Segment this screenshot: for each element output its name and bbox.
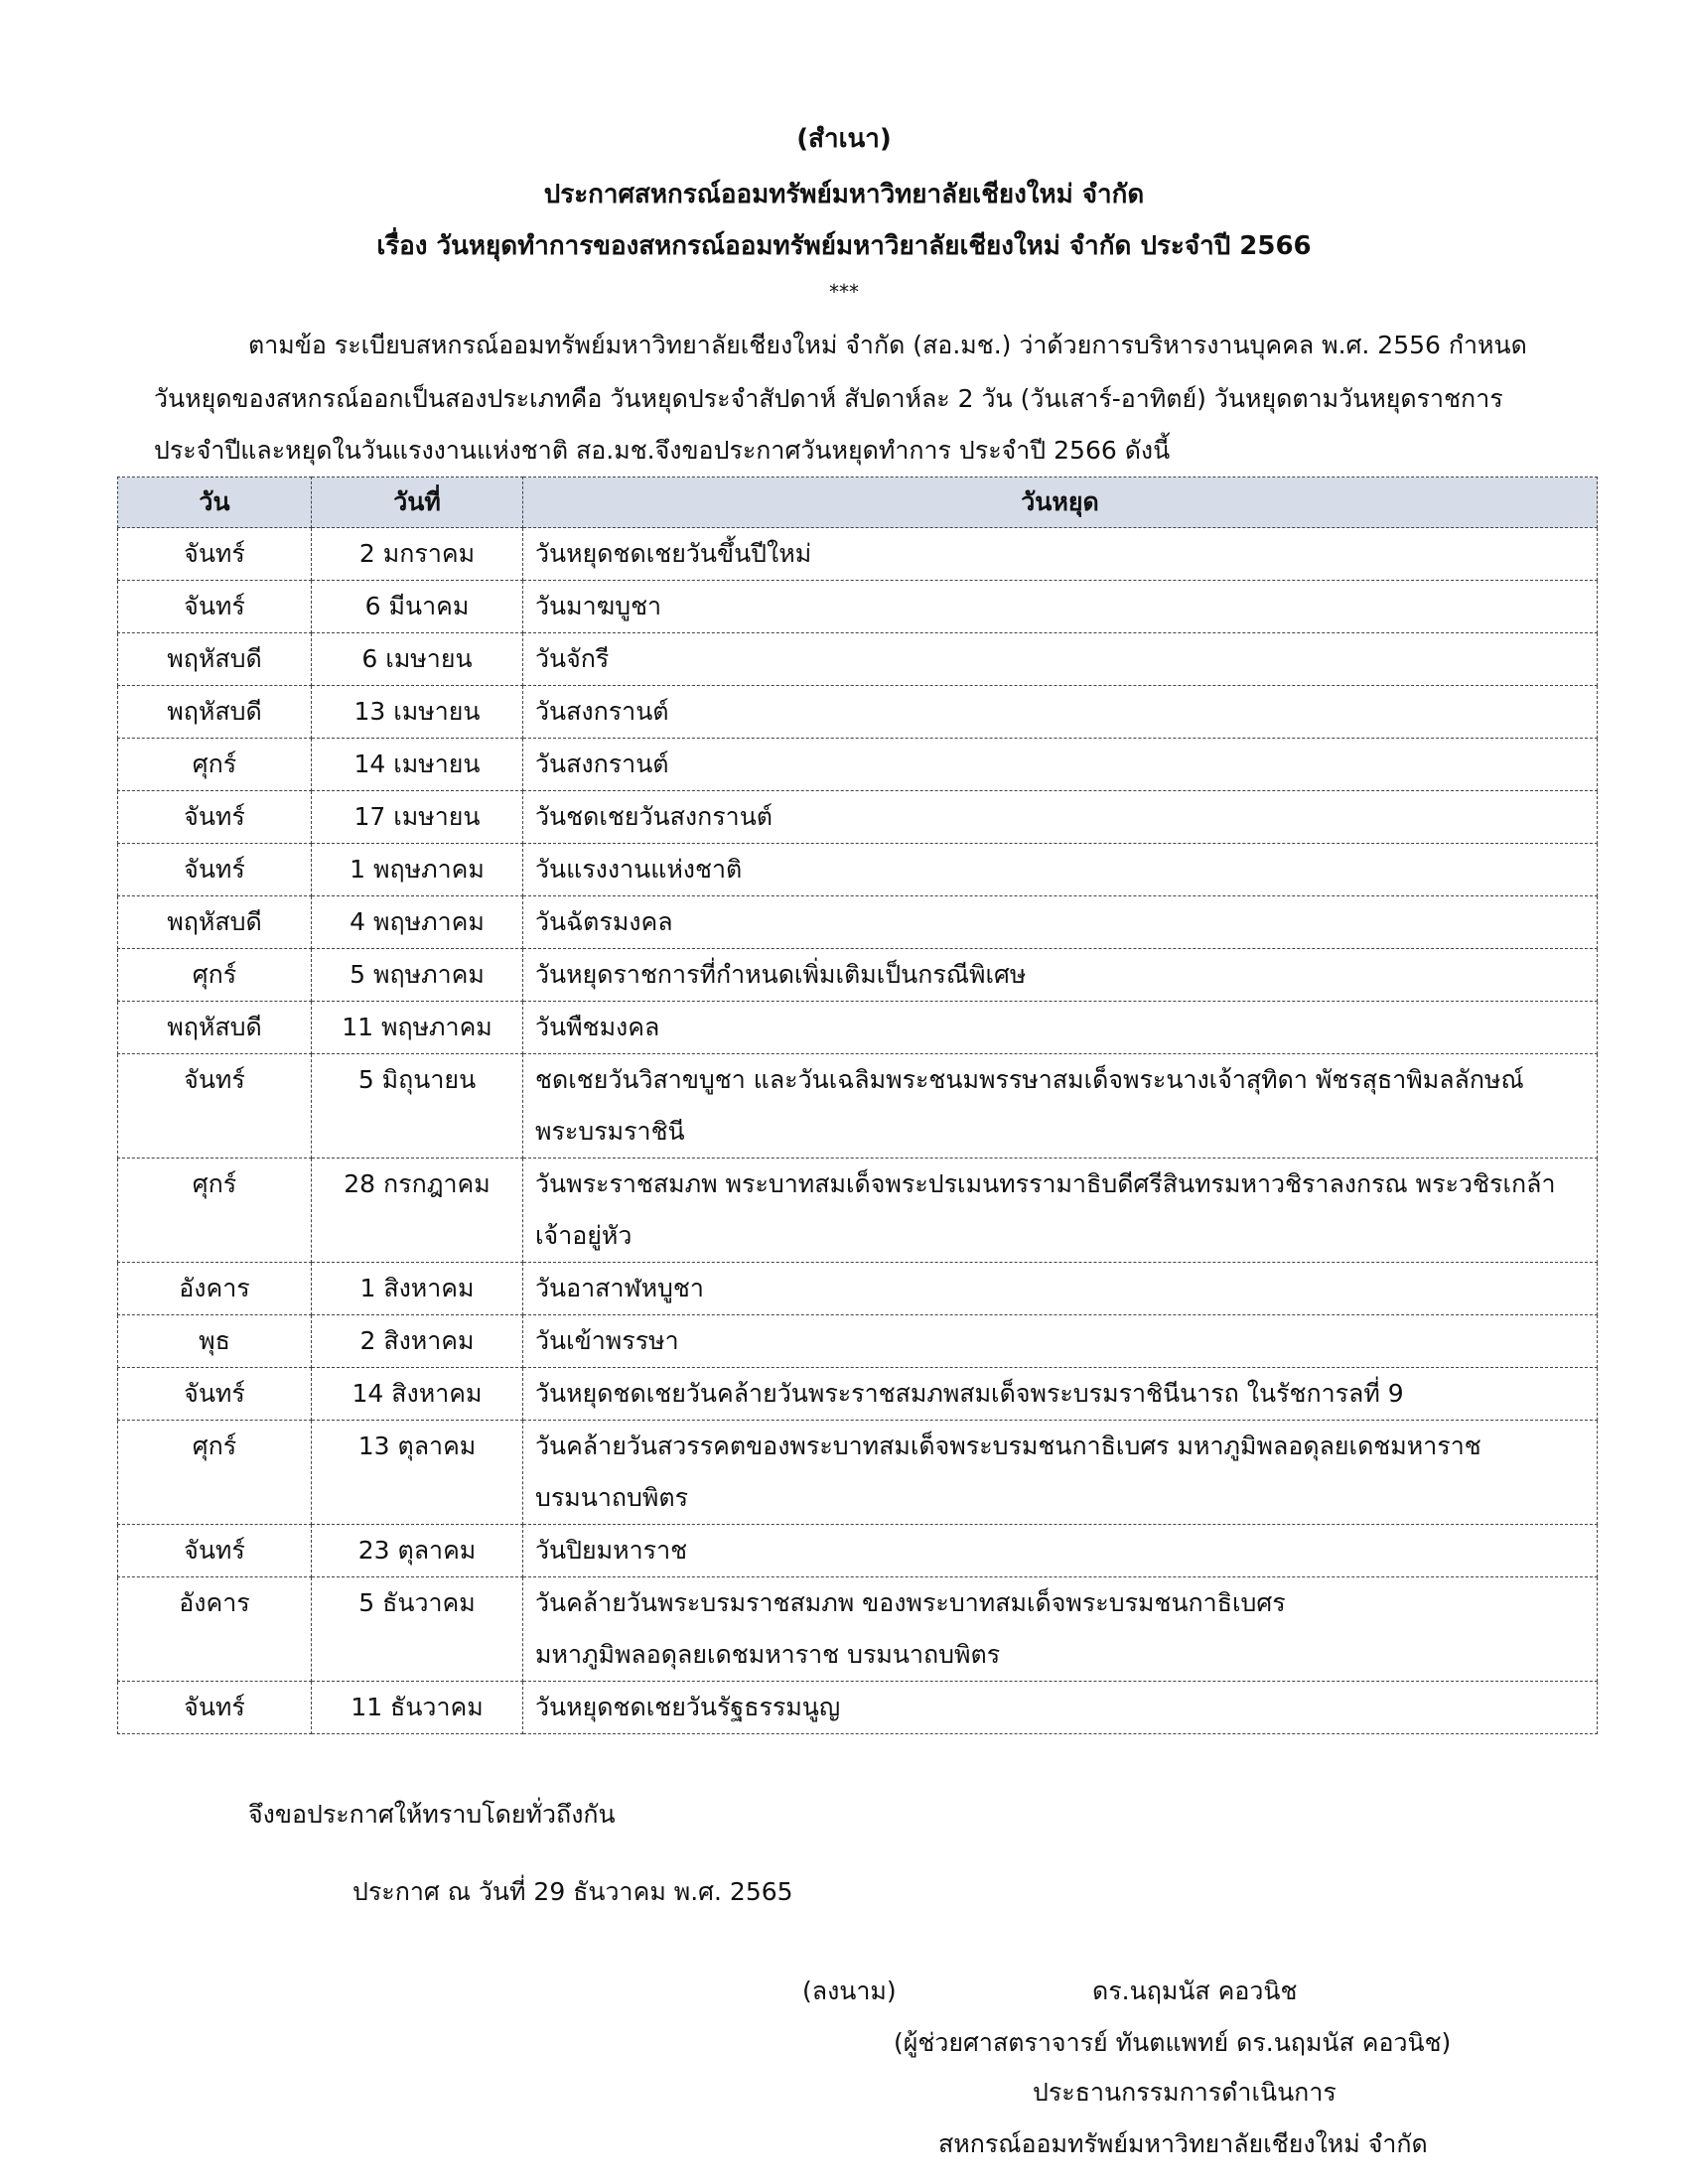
- holiday-line: วันหยุดชดเชยวันขึ้นปีใหม่: [535, 539, 812, 568]
- cell-date: 11 ธันวาคม: [312, 1682, 523, 1734]
- intro-line-2: วันหยุดของสหกรณ์ออกเป็นสองประเภทคือ วันหยุดประจำสัปดาห์ สัปดาห์ละ 2 วัน (วันเสาร์-อาทิตย์) วันหยุดตามวันหยุดราชการ: [154, 384, 1503, 413]
- holiday-line: วันชดเชยวันสงกรานต์: [535, 802, 774, 831]
- announced-date: ประกาศ ณ วันที่ 29 ธันวาคม พ.ศ. 2565: [352, 1877, 793, 1906]
- holiday-line: พระบรมราชินี: [535, 1117, 685, 1146]
- table-row: [118, 1577, 1598, 1682]
- holiday-line: เจ้าอยู่หัว: [535, 1221, 633, 1250]
- cell-date: 5 ธันวาคม: [312, 1577, 523, 1682]
- table-header-row: [118, 478, 1598, 528]
- intro-line-1: ตามข้อ ระเบียบสหกรณ์ออมทรัพย์มหาวิทยาลัยเชียงใหม่ จำกัด (สอ.มช.) ว่าด้วยการบริหารงานบุคคล พ.ศ. 2556 กำหนด: [248, 331, 1527, 359]
- cell-holiday: [523, 1577, 1598, 1682]
- cell-holiday: [523, 1002, 1598, 1054]
- table-row: [118, 791, 1598, 844]
- closing-line: จึงขอประกาศให้ทราบโดยทั่วถึงกัน: [248, 1800, 616, 1829]
- cell-day: จันทร์: [118, 1682, 312, 1734]
- cell-date: 1 สิงหาคม: [312, 1263, 523, 1315]
- cell-holiday: [523, 633, 1598, 686]
- cell-date: 14 เมษายน: [312, 739, 523, 791]
- header-date: วันที่: [312, 478, 523, 528]
- holiday-line: วันจักรี: [535, 644, 610, 673]
- cell-day: อังคาร: [118, 1577, 312, 1682]
- table-row: [118, 633, 1598, 686]
- table-row: [118, 581, 1598, 633]
- signer-name: ดร.นฤมนัส คอวนิช: [1092, 1977, 1298, 2005]
- cell-date: 23 ตุลาคม: [312, 1525, 523, 1577]
- cell-date: 5 มิถุนายน: [312, 1054, 523, 1159]
- table-row: [118, 896, 1598, 949]
- cell-date: 13 เมษายน: [312, 686, 523, 739]
- holiday-line: วันอาสาฬหบูชา: [535, 1274, 704, 1302]
- cell-holiday: [523, 896, 1598, 949]
- cell-date: 11 พฤษภาคม: [312, 1002, 523, 1054]
- holiday-line: วันเข้าพรรษา: [535, 1326, 679, 1355]
- holiday-line: วันหยุดราชการที่กำหนดเพิ่มเติมเป็นกรณีพิเศษ: [535, 960, 1027, 989]
- cell-holiday: [523, 1368, 1598, 1421]
- cell-day: พฤหัสบดี: [118, 633, 312, 686]
- holiday-table: [117, 477, 1598, 1734]
- cell-holiday: [523, 949, 1598, 1002]
- cell-holiday: [523, 581, 1598, 633]
- cell-holiday: [523, 1682, 1598, 1734]
- cell-day: ศุกร์: [118, 1421, 312, 1525]
- cell-day: พุธ: [118, 1315, 312, 1368]
- holiday-line: วันปิยมหาราช: [535, 1536, 688, 1565]
- cell-holiday: [523, 1263, 1598, 1315]
- cell-day: พฤหัสบดี: [118, 896, 312, 949]
- intro-line-3: ประจำปีและหยุดในวันแรงงานแห่งชาติ สอ.มช.จึงขอประกาศวันหยุดทำการ ประจำปี 2566 ดังนี้: [154, 436, 1171, 465]
- holiday-line: วันคล้ายวันสวรรคตของพระบาทสมเด็จพระบรมชนกาธิเบศร มหาภูมิพลอดุลยเดชมหาราช: [535, 1432, 1481, 1460]
- holiday-line: ชดเชยวันวิสาขบูชา และวันเฉลิมพระชนมพรรษาสมเด็จพระนางเจ้าสุทิดา พัชรสุธาพิมลลักษณ์: [535, 1065, 1524, 1094]
- header-day: วัน: [118, 478, 312, 528]
- announcement-subject: เรื่อง วันหยุดทำการของสหกรณ์ออมทรัพย์มหาวิยาลัยเชียงใหม่ จำกัด ประจำปี 2566: [376, 231, 1312, 261]
- holiday-table-body: [118, 528, 1598, 1734]
- table-row: [118, 1002, 1598, 1054]
- cell-holiday: [523, 1421, 1598, 1525]
- holiday-line: วันหยุดชดเชยวันรัฐธรรมนูญ: [535, 1693, 841, 1721]
- holiday-line: วันแรงงานแห่งชาติ: [535, 855, 743, 884]
- cell-date: 6 มีนาคม: [312, 581, 523, 633]
- cell-date: 28 กรกฎาคม: [312, 1159, 523, 1263]
- cell-holiday: [523, 739, 1598, 791]
- cell-holiday: [523, 791, 1598, 844]
- cell-day: ศุกร์: [118, 739, 312, 791]
- separator: ***: [829, 280, 859, 304]
- table-row: [118, 1525, 1598, 1577]
- holiday-line: วันพระราชสมภพ พระบาทสมเด็จพระปรเมนทรรามาธิบดีศรีสินทรมหาวชิราลงกรณ พระวชิรเกล้า: [535, 1169, 1556, 1198]
- cell-holiday: [523, 686, 1598, 739]
- cell-day: ศุกร์: [118, 1159, 312, 1263]
- signature-label: (ลงนาม): [802, 1977, 897, 2005]
- cell-day: ศุกร์: [118, 949, 312, 1002]
- table-row: [118, 1368, 1598, 1421]
- table-row: [118, 739, 1598, 791]
- cell-day: จันทร์: [118, 1054, 312, 1159]
- cell-day: จันทร์: [118, 581, 312, 633]
- holiday-line: วันคล้ายวันพระบรมราชสมภพ ของพระบาทสมเด็จพระบรมชนกาธิเบศร: [535, 1588, 1286, 1617]
- cell-date: 13 ตุลาคม: [312, 1421, 523, 1525]
- copy-label: (สำเนา): [796, 124, 892, 154]
- cell-day: จันทร์: [118, 844, 312, 896]
- cell-date: 17 เมษายน: [312, 791, 523, 844]
- cell-date: 5 พฤษภาคม: [312, 949, 523, 1002]
- announcement-title: ประกาศสหกรณ์ออมทรัพย์มหาวิทยาลัยเชียงใหม่ จำกัด: [543, 180, 1145, 209]
- cell-day: จันทร์: [118, 1368, 312, 1421]
- table-row: [118, 528, 1598, 581]
- cell-date: 1 พฤษภาคม: [312, 844, 523, 896]
- table-row: [118, 1421, 1598, 1525]
- cell-holiday: [523, 1054, 1598, 1159]
- table-row: [118, 1315, 1598, 1368]
- table-row: [118, 1263, 1598, 1315]
- cell-date: 2 สิงหาคม: [312, 1315, 523, 1368]
- holiday-line: วันหยุดชดเชยวันคล้ายวันพระราชสมภพสมเด็จพระบรมราชินีนารถ ในรัชการลที่ 9: [535, 1379, 1404, 1408]
- cell-day: จันทร์: [118, 791, 312, 844]
- cell-date: 2 มกราคม: [312, 528, 523, 581]
- cell-holiday: [523, 528, 1598, 581]
- table-row: [118, 1054, 1598, 1159]
- holiday-line: มหาภูมิพลอดุลยเดชมหาราช บรมนาถบพิตร: [535, 1640, 1001, 1669]
- holiday-line: วันสงกรานต์: [535, 697, 669, 726]
- signer-position: ประธานกรรมการดำเนินการ: [1033, 2078, 1336, 2107]
- cell-holiday: [523, 1159, 1598, 1263]
- header-holiday: วันหยุด: [523, 478, 1598, 528]
- table-row: [118, 1159, 1598, 1263]
- table-row: [118, 1682, 1598, 1734]
- cell-day: จันทร์: [118, 528, 312, 581]
- cell-day: จันทร์: [118, 1525, 312, 1577]
- cell-holiday: [523, 844, 1598, 896]
- signer-organization: สหกรณ์ออมทรัพย์มหาวิทยาลัยเชียงใหม่ จำกัด: [938, 2129, 1428, 2158]
- holiday-line: วันมาฆบูชา: [535, 592, 662, 620]
- cell-date: 14 สิงหาคม: [312, 1368, 523, 1421]
- table-row: [118, 949, 1598, 1002]
- cell-holiday: [523, 1525, 1598, 1577]
- cell-date: 6 เมษายน: [312, 633, 523, 686]
- cell-date: 4 พฤษภาคม: [312, 896, 523, 949]
- cell-holiday: [523, 1315, 1598, 1368]
- cell-day: พฤหัสบดี: [118, 686, 312, 739]
- cell-day: พฤหัสบดี: [118, 1002, 312, 1054]
- signer-full-name: (ผู้ช่วยศาสตราจารย์ ทันตแพทย์ ดร.นฤมนัส คอวนิช): [894, 2028, 1452, 2057]
- holiday-line: วันฉัตรมงคล: [535, 907, 673, 936]
- table-row: [118, 686, 1598, 739]
- holiday-line: วันพืชมงคล: [535, 1013, 660, 1041]
- cell-day: อังคาร: [118, 1263, 312, 1315]
- table-row: [118, 844, 1598, 896]
- holiday-line: บรมนาถบพิตร: [535, 1483, 689, 1512]
- holiday-line: วันสงกรานต์: [535, 750, 669, 778]
